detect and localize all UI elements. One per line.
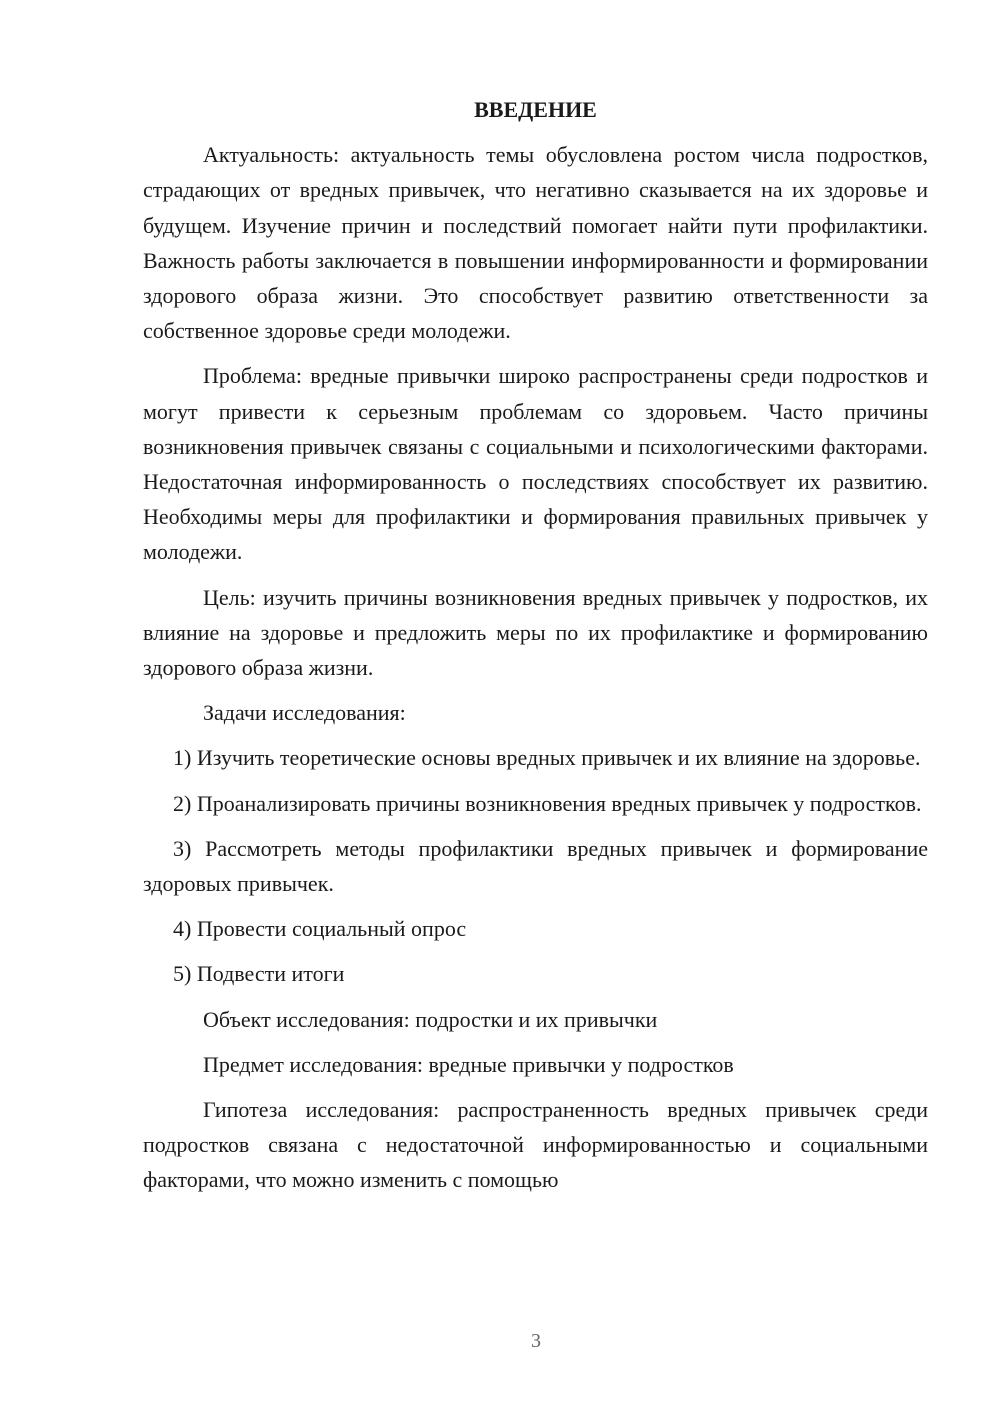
- object-paragraph: Объект исследования: подростки и их привычки: [203, 1006, 658, 1032]
- task-item-1: 1) Изучить теоретические основы вредных привычек и их влияние на здоровье.: [173, 745, 921, 771]
- hypothesis-paragraph: Гипотеза исследования: распространенность вредных привычек среди подростков связана с недостаточной информированностью и социальными факторами, что можно изменить с помощью: [143, 1097, 928, 1193]
- task-item-2: 2) Проанализировать причины возникновения вредных привычек у подростков.: [173, 790, 922, 816]
- relevance-paragraph: Актуальность: актуальность темы обусловлена ростом числа подростков, страдающих от вредных привычек, что негативно сказывается на их здоровье и будущем. Изучение причин и последствий помогает найти пути профилактики. Важность работы заключается в повышении информированности и формировании здорового образа жизни. Это способствует развитию ответственности за собственное здоровье среди молодежи.: [143, 142, 928, 344]
- page-title: ВВЕДЕНИЕ: [474, 97, 597, 122]
- subject-paragraph: Предмет исследования: вредные привычки у подростков: [203, 1051, 734, 1077]
- task-item-5: 5) Подвести итоги: [173, 961, 345, 987]
- tasks-heading: Задачи исследования:: [203, 700, 406, 726]
- goal-paragraph: Цель: изучить причины возникновения вредных привычек у подростков, их влияние на здоровье и предложить меры по их профилактике и формированию здорового образа жизни.: [143, 584, 928, 681]
- document-page: [143, 92, 928, 1208]
- problem-paragraph: Проблема: вредные привычки широко распространены среди подростков и могут привести к серьезным проблемам со здоровьем. Часто причины возникновения привычек связаны с социальными и психологическими факторами. Недостаточная информированность о последствиях способствует их развитию. Необходимы меры для профилактики и формирования правильных привычек у молодежи.: [143, 363, 928, 565]
- task-item-3: 3) Рассмотреть методы профилактики вредных привычек и формирование здоровых привычек.: [143, 835, 928, 897]
- page-number: 3: [531, 1330, 541, 1352]
- task-item-4: 4) Провести социальный опрос: [173, 916, 467, 942]
